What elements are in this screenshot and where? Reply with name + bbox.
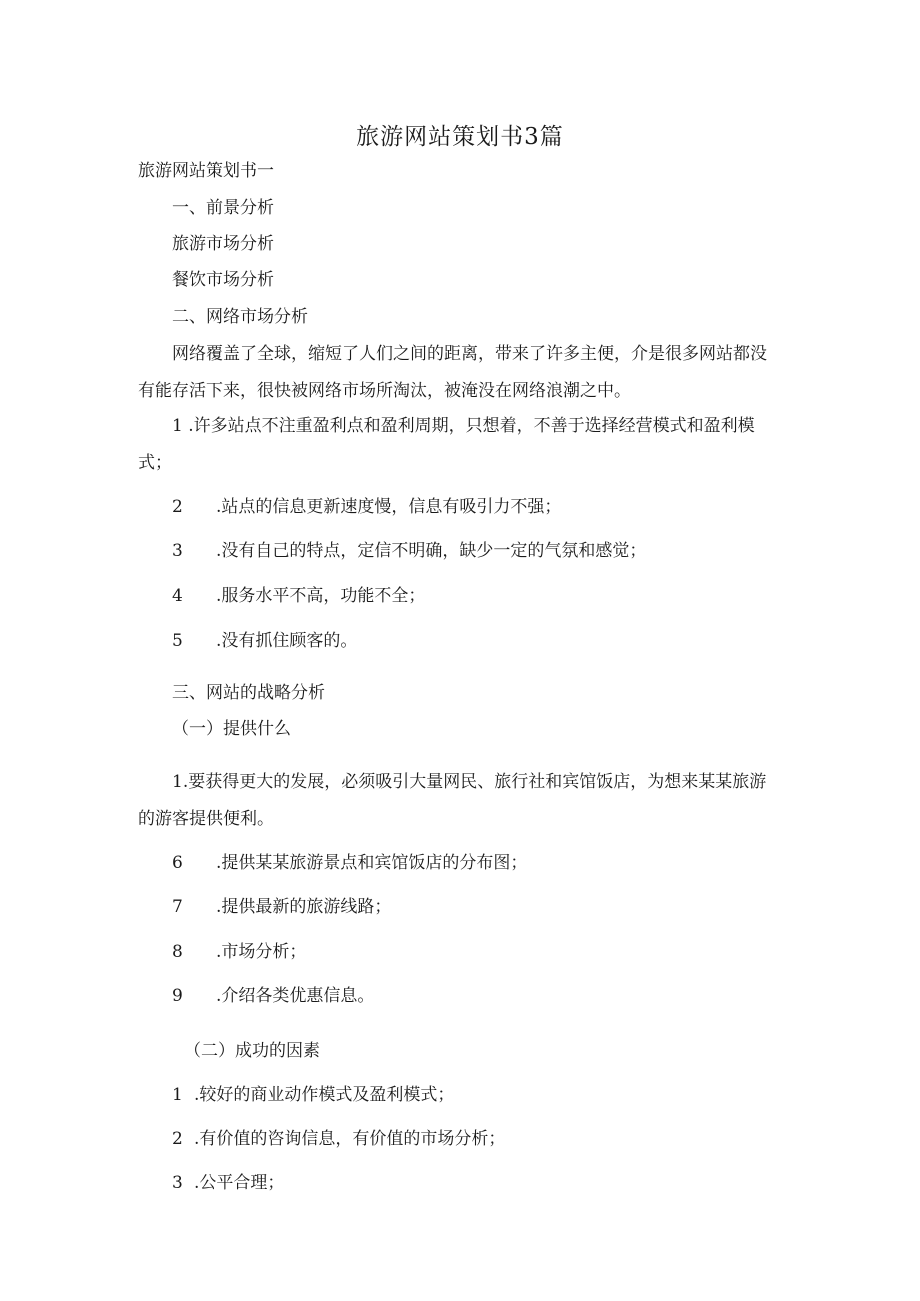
- list-item: [172, 497, 561, 517]
- subsection-heading-offer: （一）提供什么: [172, 719, 291, 739]
- list-item: [172, 1173, 284, 1193]
- list-item: 餐饮市场分析: [172, 270, 274, 290]
- item-text: .公平合理；: [194, 1173, 285, 1193]
- list-item: [172, 897, 391, 917]
- item-number: 2: [172, 497, 183, 517]
- list-item: [172, 586, 425, 606]
- item-number: 3: [172, 541, 183, 561]
- list-item: [172, 986, 374, 1006]
- list-item: [172, 942, 306, 962]
- section-heading-strategy: 三、网站的战略分析: [172, 683, 325, 703]
- item-text: .提供最新的旅游线路；: [216, 897, 392, 917]
- paragraph-offer-point-1: 1.要获得更大的发展，必须吸引大量网民、旅行社和宾馆饭店，为想来某某旅游的游客提供便利。: [138, 772, 767, 829]
- item-number: 1: [172, 1085, 183, 1105]
- item-number: 3: [172, 1173, 183, 1193]
- item-text: .没有自己的特点，定信不明确，缺少一定的气氛和感觉；: [216, 541, 647, 561]
- item-text: .有价值的咨询信息，有价值的市场分析；: [194, 1129, 506, 1149]
- item-number: 9: [172, 986, 183, 1006]
- list-item: [172, 541, 646, 561]
- list-item: 旅游市场分析: [172, 234, 274, 254]
- item-number: 4: [172, 586, 183, 606]
- section-heading-prospect: 一、前景分析: [172, 198, 274, 218]
- item-text: .提供某某旅游景点和宾馆饭店的分布图；: [216, 853, 528, 873]
- item-text: .市场分析；: [216, 942, 307, 962]
- section-heading-network-market: 二、网络市场分析: [172, 307, 308, 327]
- paragraph-network-intro: 网络覆盖了全球，缩短了人们之间的距离，带来了许多主便，介是很多网站都没有能存活下来，很快被网络市场所淘汰，被淹没在网络浪潮之中。: [138, 344, 767, 401]
- item-number: 8: [172, 942, 183, 962]
- item-text: .介绍各类优惠信息。: [216, 986, 375, 1006]
- list-item: [172, 631, 357, 651]
- paragraph-point-1: 1 .许多站点不注重盈利点和盈利周期，只想着，不善于选择经营模式和盈利模式；: [138, 416, 755, 473]
- item-text: .服务水平不高，功能不全；: [216, 586, 426, 606]
- item-text: .站点的信息更新速度慢，信息有吸引力不强；: [216, 497, 562, 517]
- item-number: 6: [172, 853, 183, 873]
- item-number: 7: [172, 897, 183, 917]
- document-subtitle: 旅游网站策划书一: [138, 161, 274, 181]
- item-text: .没有抓住顾客的。: [216, 631, 358, 651]
- list-item: [172, 853, 527, 873]
- subsection-heading-success: （二）成功的因素: [184, 1041, 320, 1061]
- list-item: [172, 1085, 454, 1105]
- item-number: 2: [172, 1129, 183, 1149]
- document-title: 旅游网站策划书3篇: [356, 124, 564, 150]
- list-item: [172, 1129, 505, 1149]
- item-text: .较好的商业动作模式及盈利模式；: [194, 1085, 455, 1105]
- item-number: 5: [172, 631, 183, 651]
